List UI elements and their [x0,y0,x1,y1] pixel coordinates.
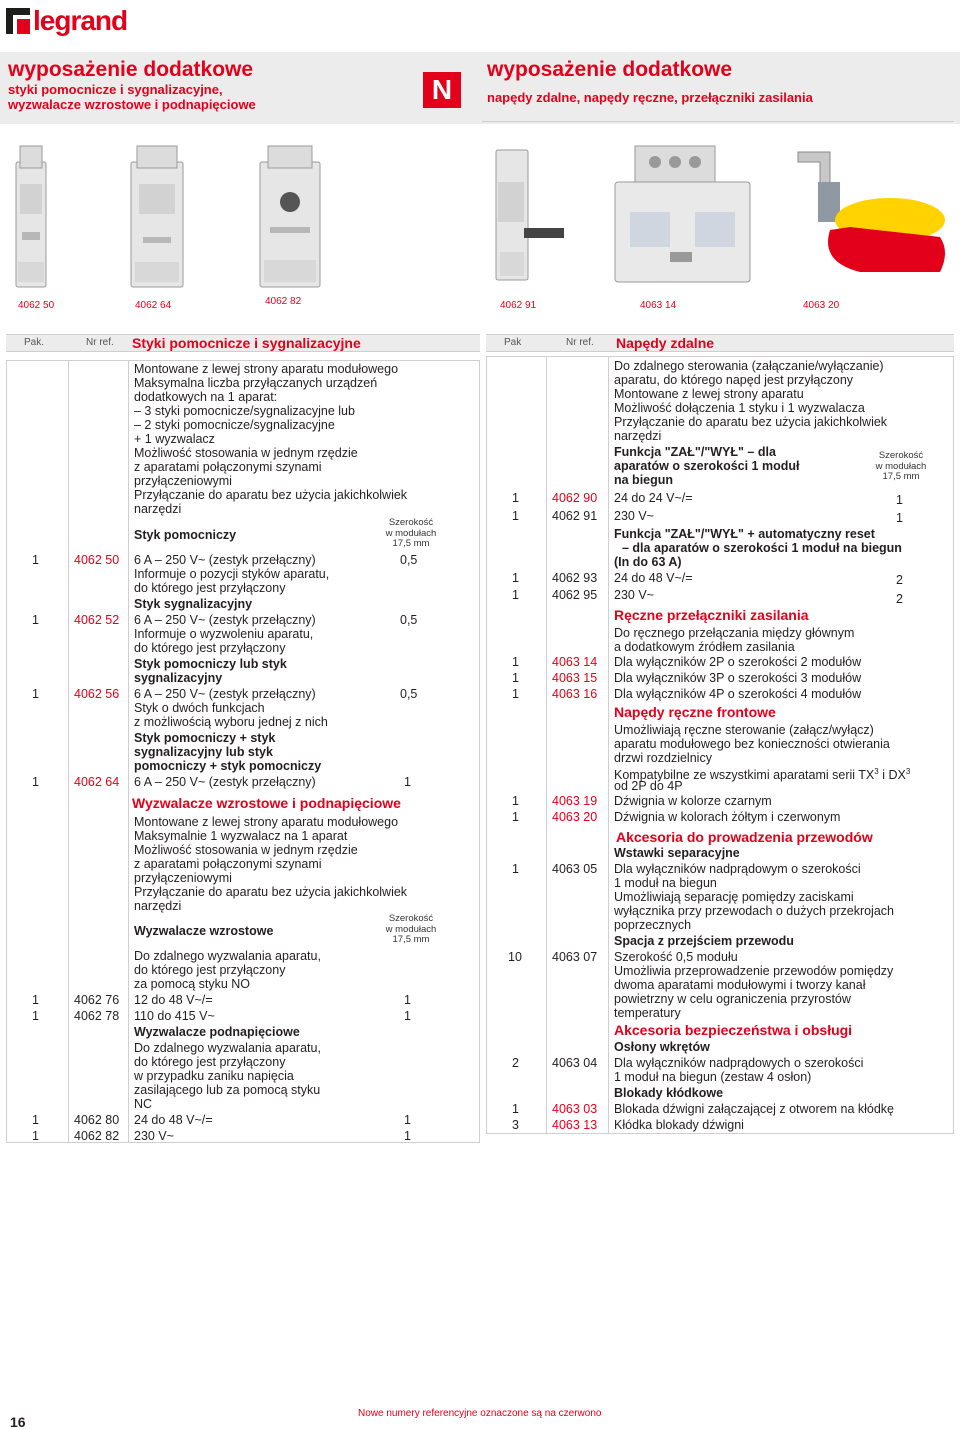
section-title-wyzwalacze: Wyzwalacze wzrostowe i podnapięciowe [132,795,401,811]
subhead: Blokady kłódkowe [614,1086,724,1100]
section-title-bezpieczenstwo: Akcesoria bezpieczeństwa i obsługi [614,1022,853,1038]
product-caption: 4062 91 [500,300,537,311]
subhead: sygnalizacyjny lub styk [134,745,273,759]
product-image-406320 [790,142,955,292]
note: NC [134,1097,153,1111]
note-compat: Kompatybilne ze wszystkimi aparatami serii $TX^3$ i $DX^3$ [614,767,911,783]
width-header: Szerokość w modułach 17,5 mm [875,450,927,482]
new-badge: N [423,72,461,108]
subhead: (In do 63 A) [614,555,682,569]
logo-mark-icon [6,8,30,34]
col-pak: Pak [504,337,522,348]
section-title-napedy-reczne: Napędy ręczne frontowe [614,704,776,720]
subhead: aparatów o szerokości 1 moduł [614,459,800,473]
subhead: pomocniczy + styk pomocniczy [134,759,322,773]
left-subtitle-1: styki pomocnicze i sygnalizacyjne, [8,82,223,97]
left-section-title: Styki pomocnicze i sygnalizacyjne [132,335,361,351]
subhead: Funkcja "ZAŁ"/"WYŁ" + automatyczny reset [614,527,875,541]
col-ref: Nr ref. [86,337,114,348]
product-image-406291 [488,142,568,292]
note: Informuje o wyzwoleniu aparatu, [134,627,314,641]
product-caption: 4063 20 [803,300,840,311]
subhead-styk-sygn: Styk sygnalizacyjny [134,597,253,611]
subhead: na biegun [614,473,674,487]
note: do którego jest przyłączony [134,1055,286,1069]
legrand-logo [6,6,127,36]
subhead: Styk pomocniczy + styk [134,731,276,745]
header-right [487,58,947,105]
note: Do zdalnego wyzwalania aparatu, [134,949,321,963]
subhead: Funkcja "ZAŁ"/"WYŁ" – dla [614,445,776,459]
subhead: Wstawki separacyjne [614,846,740,860]
note: z możliwością wyboru jednej z nich [134,715,328,729]
product-caption: 4062 64 [135,300,172,311]
right-title: wyposażenie dodatkowe [487,58,733,81]
note: wyłącznika przy przewodach o dużych przekrojach [614,904,894,918]
width-header: Szerokość w modułach 17,5 mm [385,517,437,549]
product-image-406264 [125,142,195,292]
subhead: Osłony wkrętów [614,1040,710,1054]
col-pak: Pak. [24,337,45,348]
note: temperatury [614,1006,681,1020]
note: Styk o dwóch funkcjach [134,701,265,715]
col-ref: Nr ref. [566,337,594,348]
note: powietrzny w celu ograniczenia przyrostów [614,992,851,1006]
note: 1 moduł na biegun (zestaw 4 osłon) [614,1070,812,1084]
product-caption: 4062 50 [18,300,55,311]
note: drzwi rozdzielnicy [614,751,712,765]
subhead: sygnalizacyjny [134,671,223,685]
note: w przypadku zaniku napięcia [134,1069,294,1083]
footer-note: Nowe numery referencyjne oznaczone są na czerwono [358,1408,602,1419]
divider [482,121,954,122]
note: Do ręcznego przełączania między głównym [614,626,855,640]
subhead-podnapieciowe: Wyzwalacze podnapięciowe [134,1025,300,1039]
col-separator [608,356,609,1134]
note: Do zdalnego wyzwalania aparatu, [134,1041,321,1055]
product-caption: 4062 82 [265,296,302,307]
note: Informuje o pozycji styków aparatu, [134,567,330,581]
subhead-styk-pomocniczy: Styk pomocniczy [134,528,237,542]
subhead: Styk pomocniczy lub styk [134,657,287,671]
note: a dodatkowym źródłem zasilania [614,640,795,654]
note: Umożliwiają separację pomiędzy zaciskami [614,890,854,904]
page-number: 16 [10,1414,26,1429]
right-subtitle: napędy zdalne, napędy ręczne, przełączniki zasilania [487,90,813,105]
subhead-wzrostowe: Wyzwalacze wzrostowe [134,924,274,938]
subhead: – dla aparatów o szerokości 1 moduł na biegun [622,541,902,555]
note: aparatu modułowego bez konieczności otwierania [614,737,890,751]
product-image-406314 [595,142,755,292]
width-header: Szerokość w modułach 17,5 mm [385,913,437,945]
section-title-reczne: Ręczne przełączniki zasilania [614,607,809,623]
note: zasilającego lub za pomocą styku [134,1083,321,1097]
note: do którego jest przyłączony [134,963,286,977]
note: od 2P do 4P [614,779,683,793]
col-separator [68,360,69,1143]
col-separator [546,356,547,1134]
note: do którego jest przyłączony [134,641,286,655]
col-separator [128,360,129,1143]
note: 1 moduł na biegun [614,876,717,890]
left-subtitle-2: wyzwalacze wzrostowe i podnapięciowe [8,97,256,112]
right-table-header [486,334,954,352]
left-title: wyposażenie dodatkowe [8,58,254,81]
section-title-akcesoria: Akcesoria do prowadzenia przewodów [616,829,873,845]
left-table-header [6,334,480,352]
note: dwoma aparatami modułowymi i tworzy kanał [614,978,866,992]
note: Umożliwiają ręczne sterowanie (załącz/wyłącz) [614,723,874,737]
note: Umożliwia przeprowadzenie przewodów pomiędzy [614,964,894,978]
right-section-title: Napędy zdalne [616,335,715,351]
product-caption: 4063 14 [640,300,677,311]
product-image-406282 [250,142,330,292]
note: poprzecznych [614,918,692,932]
product-image-406250 [8,142,68,292]
note: do którego jest przyłączony [134,581,286,595]
header-left [8,58,408,112]
note: za pomocą styku NO [134,977,251,991]
logo-text: legrand [33,5,128,36]
subhead: Spacja z przejściem przewodu [614,934,794,948]
